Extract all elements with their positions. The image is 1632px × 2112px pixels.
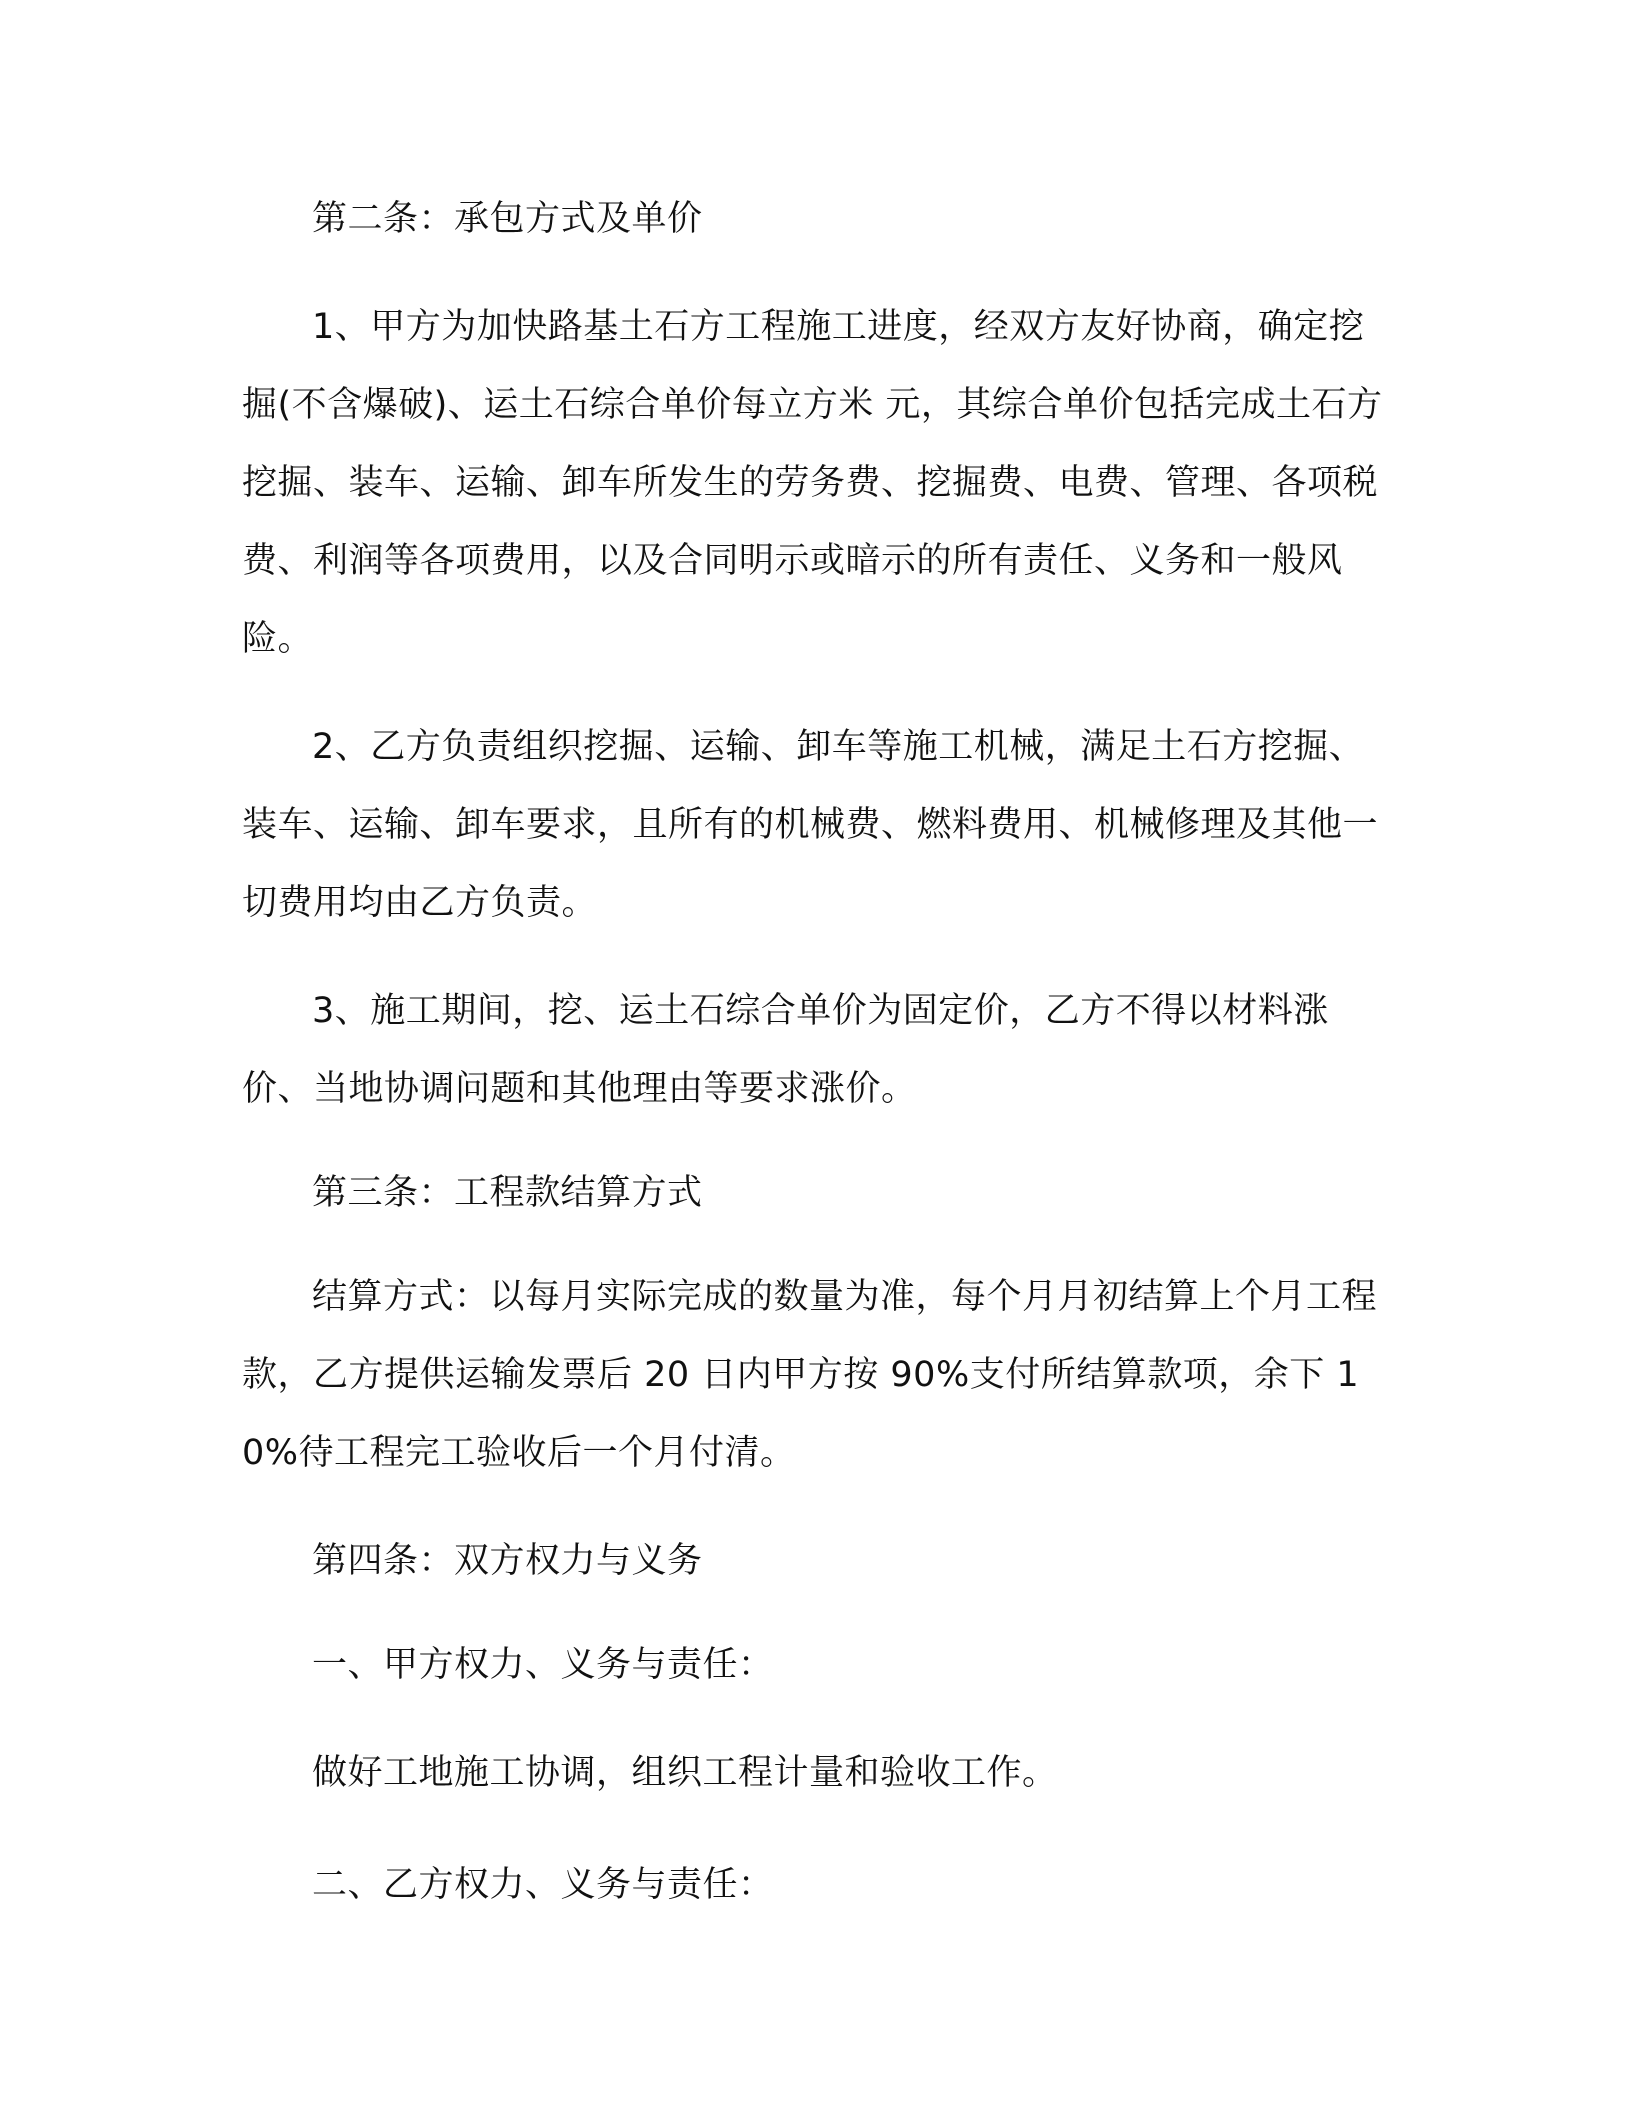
article-2-clause-3: 3、施工期间，挖、运土石综合单价为固定价，乙方不得以材料涨价、当地协调问题和其他理由等要求涨价。 bbox=[242, 991, 1329, 1109]
article-3-heading: 第三条：工程款结算方式 bbox=[312, 1173, 703, 1213]
article-2-heading: 第二条：承包方式及单价 bbox=[312, 199, 703, 239]
article-4-heading: 第四条：双方权力与义务 bbox=[312, 1541, 703, 1581]
party-a-duties: 做好工地施工协调，组织工程计量和验收工作。 bbox=[312, 1753, 1058, 1793]
article-2-clause-2: 2、乙方负责组织挖掘、运输、卸车等施工机械，满足土石方挖掘、装车、运输、卸车要求，且所有的机械费、燃料费用、机械修理及其他一切费用均由乙方负责。 bbox=[242, 727, 1379, 923]
article-2-clause-1: 1、甲方为加快路基土石方工程施工进度，经双方友好协商，确定挖掘(不含爆破)、运土石综合单价每立方米 元，其综合单价包括完成土石方挖掘、装车、运输、卸车所发生的劳务费、挖掘费、电费、管理、各项税费、利润等各项费用，以及合同明示或暗示的所有责任、义务和一般风险。 bbox=[242, 307, 1383, 659]
party-b-heading: 二、乙方权力、义务与责任： bbox=[312, 1865, 774, 1905]
settlement-method-paragraph: 结算方式：以每月实际完成的数量为准，每个月月初结算上个月工程款，乙方提供运输发票后 20 日内甲方按 90%支付所结算款项，余下 10%待工程完工验收后一个月付清。 bbox=[242, 1277, 1378, 1473]
party-a-heading: 一、甲方权力、义务与责任： bbox=[312, 1645, 774, 1685]
document-body bbox=[242, 180, 1392, 1924]
